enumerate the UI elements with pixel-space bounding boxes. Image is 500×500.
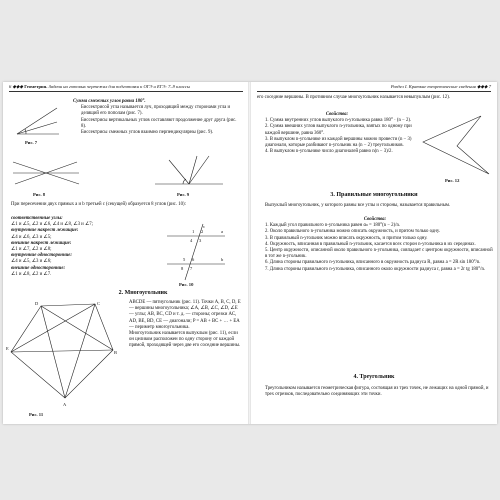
angle-label: 8	[181, 266, 184, 271]
figure-9	[153, 154, 225, 188]
angle-label: 2	[201, 229, 204, 234]
angle-label: 1	[192, 229, 195, 234]
angle-label: 6	[192, 257, 195, 262]
regular-properties	[257, 217, 493, 273]
header-ornament-icon: ◆◆◆	[12, 84, 25, 89]
angle-group-items: ∠1 и ∠7, ∠2 и ∠8;	[11, 247, 52, 253]
angle-group-items: ∠1 и ∠8, ∠2 и ∠7.	[11, 271, 52, 277]
label-b: b	[221, 257, 224, 262]
left-page	[3, 82, 249, 424]
convex-definition: Многоугольник называется выпуклым (рис. 11), если он целиком расположен по одну сторону от каждой прямой, проходящей через две его соседние вершины.	[129, 331, 241, 349]
properties-title: Свойства:	[325, 112, 349, 117]
angle-group-items: ∠1 и ∠5, ∠2 и ∠6, ∠4 и ∠8, ∠3 и ∠7;	[11, 222, 93, 228]
angle-label: 4	[190, 238, 193, 243]
vertex-label: A	[63, 402, 67, 407]
triangle-definition	[257, 386, 493, 398]
angle-group-title: внутренние односторонние:	[11, 253, 73, 259]
left-header-title: Геометрия.	[24, 84, 48, 89]
property-item: 1. Сумма внутренних углов выпуклого n-угольника равна 180° · (n − 2).	[265, 118, 412, 124]
figure-8	[11, 156, 81, 190]
angle-groups-list	[11, 216, 161, 278]
properties-title: Свойства:	[363, 217, 387, 222]
left-header-subtitle: Задачи на готовых чертежах для подготовки к ОГЭ и ЕГЭ: 7–9 классы	[48, 84, 190, 89]
section-2-title: 2. Многоугольник	[118, 290, 168, 296]
right-page	[251, 82, 497, 424]
left-page-number: 6	[9, 84, 12, 89]
secant-intro: При пересечении двух прямых a и b третьей c (секущей) образуется 8 углов (рис. 10):	[11, 202, 186, 207]
right-page-number: 7	[488, 84, 491, 89]
property-item: 4. В выпуклом n-угольнике число диагоналей равно n(n − 3)/2.	[265, 149, 393, 155]
regular-definition	[257, 203, 493, 209]
caption-fig10: Рис. 10	[179, 282, 194, 287]
property-item: 2. Около правильного n-угольника можно описать окружность, и притом только одну.	[265, 229, 440, 235]
property-item: 6. Длина стороны правильного n-угольника, вписанного в окружность радиуса R, равна a = 2R sin 180°/n.	[265, 260, 481, 266]
property-item: 3. В выпуклом n-угольнике из каждой вершины можно провести (n − 3) диагонали, которые разбивают n-угольник на (n − 2) треугольников.	[265, 136, 412, 149]
adjacent-bisectors-text: Биссектрисы смежных углов взаимно перпендикулярны (рис. 9).	[81, 130, 214, 136]
caption-fig7: Рис. 7	[25, 140, 38, 145]
right-header-rule	[257, 91, 491, 92]
property-item: 7. Длина стороны правильного n-угольника, описанного около окружности радиуса r, равна a = 2r tg 180°/n.	[265, 266, 486, 272]
vertex-label: D	[35, 301, 39, 306]
angle-group-title: внешние накрест лежащие:	[11, 240, 72, 246]
polygon-properties	[257, 112, 417, 155]
right-header-title: Раздел I. Краткие теоретические сведения	[390, 84, 476, 89]
figure-7	[13, 100, 61, 140]
property-item: 1. Каждый угол правильного n-угольника равен αₙ = 180°(n − 2)/n.	[265, 223, 401, 229]
angle-label: 3	[199, 238, 202, 243]
adjacent-angles-title: Сумма смежных углов равна 180°.	[73, 99, 146, 104]
bisector-definition: Биссектрисой угла называется луч, проходящий между сторонами угла и делящий его пополам (рис. 7).	[81, 105, 231, 117]
label-a: a	[221, 229, 223, 234]
figure-10	[159, 222, 231, 284]
property-item: 2. Сумма внешних углов выпуклого n-угольника, взятых по одному при каждой вершине, равна 360°.	[265, 124, 412, 136]
section-3-title: 3. Правильные многоугольники	[330, 192, 418, 198]
angle-group-items: ∠4 и ∠6, ∠3 и ∠5;	[11, 234, 52, 240]
property-item: 4. Окружность, вписанная в правильный n-угольник, касается всех сторон n-угольника в их серединах.	[265, 241, 476, 247]
angle-group-title: соответственные углы:	[11, 216, 63, 221]
right-header	[391, 84, 491, 90]
caption-fig12: Рис. 12	[445, 178, 460, 183]
vertex-label: C	[97, 301, 101, 306]
angle-group-title: внешние односторонние:	[11, 265, 66, 271]
left-header	[9, 84, 190, 90]
angle-label: 5	[183, 257, 186, 262]
figure-12	[419, 112, 493, 178]
property-item: 3. В правильный n-угольник можно вписать окружность, и притом только одну.	[265, 235, 428, 241]
caption-fig8: Рис. 8	[33, 192, 46, 197]
pentagon-text: ABCDE — пятиугольник (рис. 11). Точки A, B, C, D, E — вершины многоугольника; ∠A, ∠B, ∠C, ∠D, ∠E — углы; AB, BC, CD и т. д. — стороны; отрезки AC, AD, BE, BD, CE — диагонали; P = AB + BC + … + EA — периметр многоугольника.	[129, 300, 241, 330]
angle-group-title: внутренние накрест лежащие:	[11, 228, 79, 234]
header-ornament-icon: ◆◆◆	[476, 84, 489, 89]
vertex-label: E	[6, 346, 9, 351]
left-header-rule	[9, 91, 243, 92]
adjacent-angles-block	[73, 99, 241, 136]
regular-text: Выпуклый многоугольник, у которого равны все углы и стороны, называется правильным.	[265, 203, 451, 208]
label-c: c	[203, 224, 205, 229]
property-item: 5. Центр окружности, описанной около правильного n-угольника, совпадает с центром окружности, вписанной в тот же n-угольник.	[265, 248, 493, 260]
section-4-title: 4. Треугольник	[353, 374, 395, 380]
caption-fig11: Рис. 11	[29, 412, 44, 417]
triangle-text: Треугольником называется геометрическая фигура, состоящая из трех точек, не лежащих на одной прямой, и трех отрезков, последовательно соединяющих эти точки.	[265, 386, 489, 398]
angle-label: 7	[190, 266, 193, 271]
angle-group-items: ∠4 и ∠5, ∠3 и ∠6;	[11, 259, 52, 265]
book-spread	[3, 82, 497, 424]
pentagon-description	[121, 300, 243, 350]
caption-fig9: Рис. 9	[177, 192, 190, 197]
vertex-label: B	[114, 350, 118, 355]
figure-11	[5, 298, 119, 408]
convex-continuation: его соседние вершины. В противном случае многоугольник называется невыпуклым (рис. 12).	[257, 95, 450, 100]
vertical-bisectors-text: Биссектрисы вертикальных углов составляют продолжение друг друга (рис. 8).	[81, 117, 237, 129]
